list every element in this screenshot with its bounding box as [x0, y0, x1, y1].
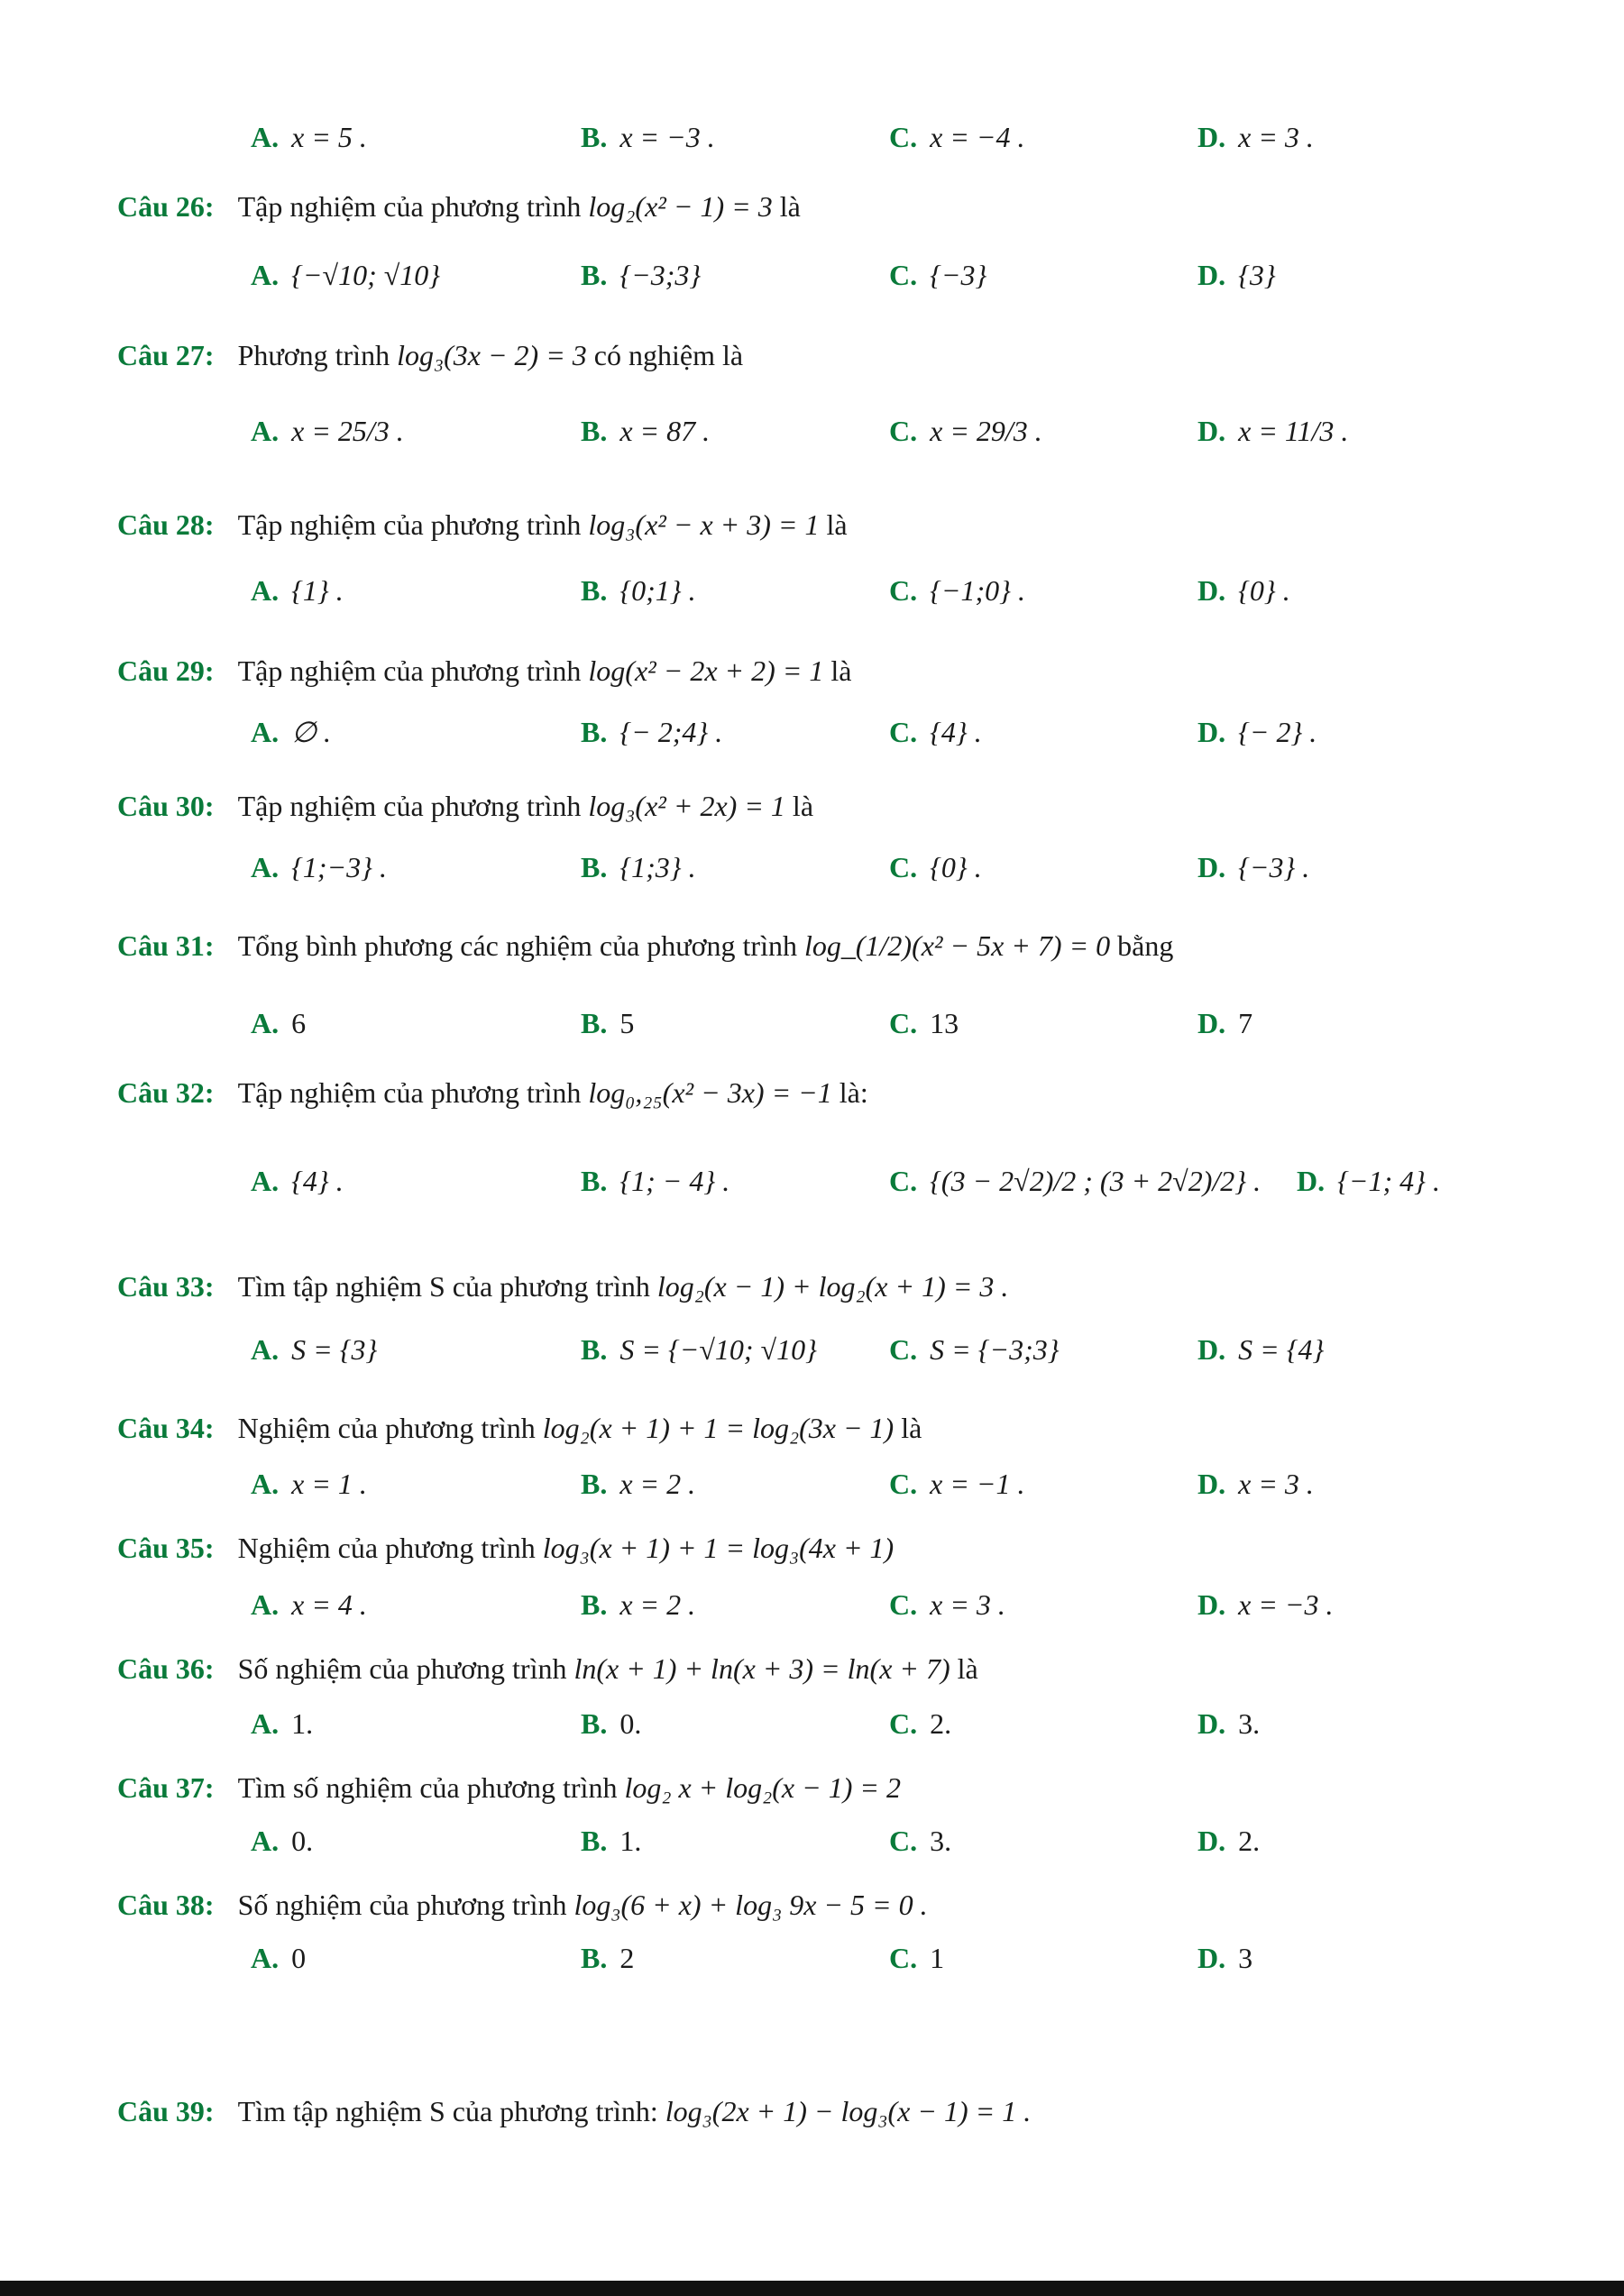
option-c: C. x = 29/3 . — [889, 415, 1042, 447]
option-row-top — [251, 110, 1423, 164]
option-b: B. 1. — [581, 1825, 642, 1857]
options-31 — [251, 996, 1423, 1050]
question-30: Câu 30: Tập nghiệm của phương trình log₃(x² + 2x) = 1 là — [117, 790, 814, 822]
option-c: C. {−1;0} . — [889, 574, 1025, 607]
question-31: Câu 31: Tổng bình phương các nghiệm của phương trình log_(1/2)(x² − 5x + 7) = 0 bằng — [117, 929, 1174, 962]
option-c: C. {(3 − 2√2)/2 ; (3 + 2√2)/2} . — [889, 1165, 1262, 1197]
option-a: A. S = {3} — [251, 1333, 378, 1366]
options-26 — [251, 248, 1423, 302]
question-34: Câu 34: Nghiệm của phương trình log₂(x + 1) + 1 = log₂(3x − 1) là — [117, 1412, 922, 1444]
option-a: A. {4} . — [251, 1165, 344, 1197]
option-c: C. 1 — [889, 1942, 945, 1974]
option-a: A. x = 25/3 . — [251, 415, 404, 447]
option-d: D. 7 — [1197, 1007, 1253, 1039]
option-d: D. x = 3 . — [1197, 1468, 1314, 1500]
option-a: A. 1. — [251, 1707, 314, 1740]
option-d: D. {−3} . — [1197, 851, 1310, 883]
option-c: C. 3. — [889, 1825, 952, 1857]
option-a: A. 0. — [251, 1825, 314, 1857]
option-d: D. 3. — [1197, 1707, 1261, 1740]
option-b: B. x = 2 . — [581, 1588, 696, 1621]
option-b: B. 0. — [581, 1707, 642, 1740]
options-34 — [251, 1457, 1423, 1511]
option-d: D. x = 11/3 . — [1197, 415, 1349, 447]
option-c: C. S = {−3;3} — [889, 1333, 1060, 1366]
options-35 — [251, 1578, 1423, 1632]
option-a: A. 0 — [251, 1942, 307, 1974]
option-d: D. {3} — [1197, 259, 1276, 291]
option-d: D. x = −3 . — [1197, 1588, 1334, 1621]
option-d: D. 3 — [1197, 1942, 1253, 1974]
option-a: A. {1;−3} . — [251, 851, 387, 883]
question-27: Câu 27: Phương trình log₃(3x − 2) = 3 có nghiệm là — [117, 339, 744, 371]
option-b: B. x = 87 . — [581, 415, 711, 447]
options-36 — [251, 1697, 1423, 1751]
option-b: B. {− 2;4} . — [581, 716, 723, 748]
option-c: C. {0} . — [889, 851, 982, 883]
option-c: C. {−3} — [889, 259, 987, 291]
options-27 — [251, 404, 1423, 458]
option-b: B. {0;1} . — [581, 574, 696, 607]
option-b: B. x = 2 . — [581, 1468, 696, 1500]
options-37 — [251, 1814, 1423, 1868]
question-35: Câu 35: Nghiệm của phương trình log₃(x + 1) + 1 = log₃(4x + 1) — [117, 1532, 895, 1564]
question-26: Câu 26: Tập nghiệm của phương trình log₂(x² − 1) = 3 là — [117, 190, 801, 223]
option-b: B. S = {−√10; √10} — [581, 1333, 817, 1366]
option-d: D. {0} . — [1197, 574, 1290, 607]
question-33: Câu 33: Tìm tập nghiệm S của phương trình log₂(x − 1) + log₂(x + 1) = 3 . — [117, 1270, 1009, 1303]
options-29 — [251, 705, 1423, 759]
option-a: A. x = 5 . — [251, 121, 367, 153]
options-30 — [251, 840, 1423, 894]
option-c: C. 13 — [889, 1007, 959, 1039]
option-d: D. {− 2} . — [1197, 716, 1317, 748]
option-a: A. ∅ . — [251, 716, 331, 748]
option-c: C. 2. — [889, 1707, 952, 1740]
option-b: B. {1;3} . — [581, 851, 696, 883]
options-33 — [251, 1322, 1423, 1377]
option-d: D. {−1; 4} . — [1297, 1165, 1440, 1197]
option-a: A. {1} . — [251, 574, 344, 607]
question-38: Câu 38: Số nghiệm của phương trình log₃(6 + x) + log₃ 9x − 5 = 0 . — [117, 1889, 928, 1921]
option-b: B. {−3;3} — [581, 259, 702, 291]
option-a: A. x = 4 . — [251, 1588, 367, 1621]
bottom-edge-bar — [0, 2281, 1624, 2296]
options-32 — [251, 1154, 1440, 1208]
question-36: Câu 36: Số nghiệm của phương trình ln(x + 1) + ln(x + 3) = ln(x + 7) là — [117, 1652, 978, 1685]
option-a: A. {−√10; √10} — [251, 259, 441, 291]
option-c: C. x = 3 . — [889, 1588, 1005, 1621]
option-a: A. 6 — [251, 1007, 307, 1039]
option-c: C. x = −1 . — [889, 1468, 1025, 1500]
option-b: B. x = −3 . — [581, 121, 715, 153]
option-b: B. 2 — [581, 1942, 635, 1974]
option-b: B. 5 — [581, 1007, 635, 1039]
option-a: A. x = 1 . — [251, 1468, 367, 1500]
question-28: Câu 28: Tập nghiệm của phương trình log₃(x² − x + 3) = 1 là — [117, 508, 848, 541]
question-32: Câu 32: Tập nghiệm của phương trình log₀,₂₅(x² − 3x) = −1 là: — [117, 1076, 868, 1109]
option-c: C. {4} . — [889, 716, 982, 748]
question-37: Câu 37: Tìm số nghiệm của phương trình log₂ x + log₂(x − 1) = 2 — [117, 1771, 901, 1804]
options-38 — [251, 1931, 1423, 1985]
option-d: D. 2. — [1197, 1825, 1261, 1857]
option-c: C. x = −4 . — [889, 121, 1025, 153]
option-d: D. S = {4} — [1197, 1333, 1325, 1366]
options-28 — [251, 563, 1423, 617]
question-29: Câu 29: Tập nghiệm của phương trình log(x² − 2x + 2) = 1 là — [117, 654, 852, 687]
question-39: Câu 39: Tìm tập nghiệm S của phương trình: log₃(2x + 1) − log₃(x − 1) = 1 . — [117, 2095, 1032, 2127]
option-b: B. {1; − 4} . — [581, 1165, 730, 1197]
option-d: D. x = 3 . — [1197, 121, 1314, 153]
